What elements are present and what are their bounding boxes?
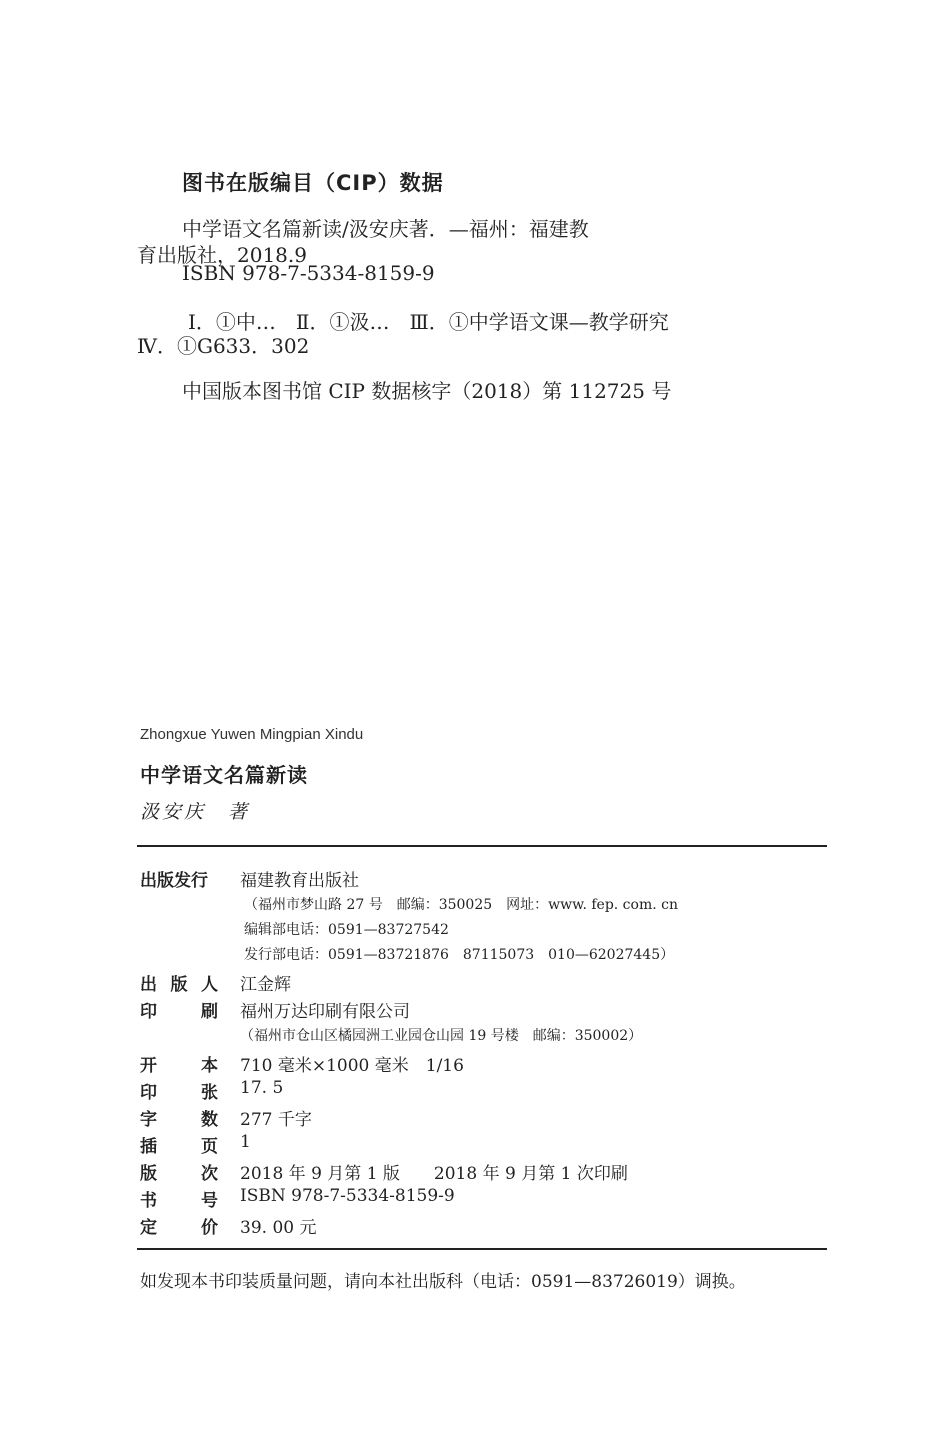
imprint-label-char: 书 [140, 1191, 157, 1211]
imprint-label-char: 数 [201, 1110, 218, 1130]
imprint-label [140, 997, 218, 1022]
publisher-name: 福建教育出版社 [240, 871, 359, 891]
imprint-label-char: 人 [201, 975, 218, 995]
imprint-label-char: 价 [201, 1218, 218, 1238]
imprint-value: 1 [240, 1132, 251, 1152]
distribution-phone: 发行部电话：0591—83721876 87115073 010—62027445） [244, 947, 675, 963]
imprint-label [140, 1213, 218, 1238]
cip-class-number: Ⅳ．①G633．302 [137, 334, 310, 358]
imprint-label-char: 定 [140, 1218, 157, 1238]
imprint-label-char: 版 [170, 975, 188, 995]
imprint-value: 710 毫米×1000 毫米 1/16 [240, 1056, 464, 1076]
quality-notice: 如发现本书印装质量问题，请向本社出版科（电话：0591—83726019）调换。 [140, 1272, 746, 1292]
imprint-label-char: 字 [140, 1110, 157, 1130]
imprint-label-char: 印 [140, 1002, 157, 1022]
imprint-label-char: 开 [140, 1056, 157, 1076]
imprint-value: ISBN 978-7-5334-8159-9 [240, 1186, 455, 1206]
book-author: 汲安庆 著 [140, 801, 251, 823]
imprint-label-char: 印 [140, 1083, 157, 1103]
imprint-label-char: 出 [140, 975, 157, 995]
cip-line-2: 育出版社，2018.9 [137, 243, 307, 267]
imprint-label-char: 插 [140, 1137, 157, 1157]
imprint-label [140, 1159, 218, 1184]
book-pinyin-title: Zhongxue Yuwen Mingpian Xindu [140, 726, 364, 743]
cip-record-number: 中国版本图书馆 CIP 数据核字（2018）第 112725 号 [182, 379, 672, 403]
imprint-value: 17. 5 [240, 1078, 284, 1098]
imprint-label [140, 970, 218, 995]
imprint-value: 2018 年 9 月第 1 版 2018 年 9 月第 1 次印刷 [240, 1164, 628, 1184]
cip-title: 图书在版编目（CIP）数据 [182, 171, 444, 195]
imprint-label-char: 张 [201, 1083, 218, 1103]
book-title: 中学语文名篇新读 [140, 763, 308, 787]
imprint-value: 福州万达印刷有限公司 [240, 1002, 410, 1022]
imprint-label-char: 次 [201, 1164, 218, 1184]
top-divider [137, 845, 827, 847]
publisher-label: 出版发行 [140, 871, 208, 891]
cip-isbn: ISBN 978-7-5334-8159-9 [182, 261, 435, 285]
imprint-label [140, 1132, 218, 1157]
imprint-value: 39. 00 元 [240, 1218, 317, 1238]
imprint-label-char: 本 [201, 1056, 218, 1076]
bottom-divider [137, 1248, 827, 1250]
imprint-value: 江金辉 [240, 975, 291, 995]
imprint-label-char: 版 [140, 1164, 157, 1184]
editorial-phone: 编辑部电话：0591—83727542 [244, 922, 449, 938]
cip-classification: Ⅰ．①中… Ⅱ．①汲… Ⅲ．①中学语文课—教学研究 [188, 310, 669, 334]
publisher-address: （福州市梦山路 27 号 邮编：350025 网址：www. fep. com. cn [244, 897, 678, 913]
imprint-label-char: 页 [201, 1137, 218, 1157]
imprint-value: 277 千字 [240, 1110, 312, 1130]
cip-line-1: 中学语文名篇新读/汲安庆著．—福州：福建教 [182, 217, 589, 241]
imprint-label [140, 1078, 218, 1103]
printer-address: （福州市仓山区橘园洲工业园仓山园 19 号楼 邮编：350002） [240, 1028, 643, 1044]
imprint-label [140, 1051, 218, 1076]
imprint-label-char: 号 [201, 1191, 218, 1211]
imprint-label [140, 1186, 218, 1211]
imprint-label-char: 刷 [201, 1002, 218, 1022]
imprint-label [140, 1105, 218, 1130]
